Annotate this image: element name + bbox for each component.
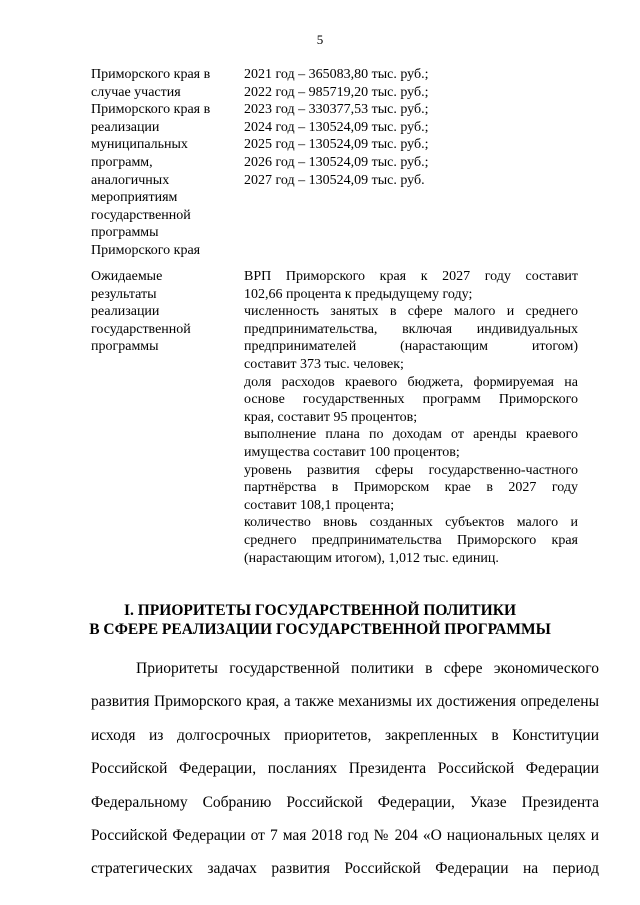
paragraph-line: стратегических задачах развития Российской Федерации на период: [91, 860, 599, 878]
results-line: среднего предпринимательства Приморского края: [244, 532, 578, 548]
results-line: ВРП Приморского края к 2027 году составит: [244, 269, 578, 284]
section-title-line-2: В СФЕРЕ РЕАЛИЗАЦИИ ГОСУДАРСТВЕННОЙ ПРОГРАММЫ: [89, 621, 551, 638]
funding-label-line: случае участия: [91, 84, 181, 100]
funding-year-line: 2023 год – 330377,53 тыс. руб.;: [244, 102, 429, 118]
results-line: основе государственных программ Приморского: [244, 392, 578, 408]
results-line: выполнение плана по доходам от аренды краевого: [244, 427, 578, 443]
paragraph-line: Приоритеты государственной политики в сфере экономического: [136, 660, 599, 677]
funding-label-line: мероприятиям: [91, 190, 178, 206]
results-label-line: реализации: [91, 304, 160, 320]
funding-label-line: государственной: [91, 207, 191, 223]
results-line: количество вновь созданных субъектов малого и: [244, 515, 578, 531]
funding-label-line: программы: [91, 225, 159, 241]
funding-label-line: Приморского края: [91, 242, 201, 258]
funding-values: [244, 66, 578, 189]
results-line: составит 108,1 процента;: [244, 497, 395, 513]
body-paragraph: [91, 652, 599, 886]
funding-label-line: Приморского края в: [91, 102, 211, 118]
results-line: партнёрства в Приморском крае в 2027 году: [244, 480, 578, 496]
funding-year-line: 2022 год – 985719,20 тыс. руб.;: [244, 84, 429, 100]
section-title: [0, 601, 640, 639]
funding-year-line: 2021 год – 365083,80 тыс. руб.;: [244, 67, 429, 82]
results-line: доля расходов краевого бюджета, формируемая на: [244, 374, 578, 390]
funding-label-line: муниципальных: [91, 137, 188, 153]
results-label-line: государственной: [91, 321, 191, 337]
funding-label-line: реализации: [91, 119, 160, 135]
results-line: уровень развития сферы государственно-частного: [244, 462, 578, 478]
results-line: численность занятых в сфере малого и среднего: [244, 304, 578, 320]
page-number: 5: [316, 32, 324, 47]
paragraph-line: исходя из долгосрочных приоритетов, закрепленных в Конституции: [91, 726, 599, 744]
results-line: предпринимательства, включая индивидуальных: [244, 321, 578, 337]
results-line: имущества составит 100 процентов;: [244, 444, 460, 460]
results-values: [244, 268, 578, 567]
paragraph-line: развития Приморского края, а также механизмы их достижения определены: [91, 693, 599, 711]
results-line: края, составит 95 процентов;: [244, 409, 418, 425]
funding-label: [91, 66, 241, 260]
funding-label-line: аналогичных: [91, 172, 170, 188]
section-title-line-1: I. ПРИОРИТЕТЫ ГОСУДАРСТВЕННОЙ ПОЛИТИКИ: [123, 602, 517, 619]
results-label-line: Ожидаемые: [91, 269, 163, 284]
results-line: 102,66 процента к предыдущему году;: [244, 286, 473, 302]
funding-year-line: 2024 год – 130524,09 тыс. руб.;: [244, 119, 429, 135]
paragraph-line: Федеральному Собранию Российской Федерации, Указе Президента: [91, 793, 599, 811]
funding-label-line: программ,: [91, 154, 153, 170]
paragraph-line: Российской Федерации, посланиях Президента Российской Федерации: [91, 760, 599, 778]
funding-year-line: 2027 год – 130524,09 тыс. руб.: [244, 172, 425, 188]
funding-year-line: 2025 год – 130524,09 тыс. руб.;: [244, 137, 429, 153]
paragraph-line: Российской Федерации от 7 мая 2018 год № 204 «О национальных целях и: [91, 826, 599, 844]
results-label-line: программы: [91, 339, 159, 355]
results-label: [91, 268, 241, 356]
funding-year-line: 2026 год – 130524,09 тыс. руб.;: [244, 154, 429, 170]
results-line: составит 373 тыс. человек;: [244, 356, 404, 372]
results-line: предпринимателей (нарастающим итогом): [244, 339, 578, 355]
results-label-line: результаты: [91, 286, 157, 302]
funding-label-line: Приморского края в: [91, 67, 211, 82]
results-line: (нарастающим итогом), 1,012 тыс. единиц.: [244, 550, 499, 566]
